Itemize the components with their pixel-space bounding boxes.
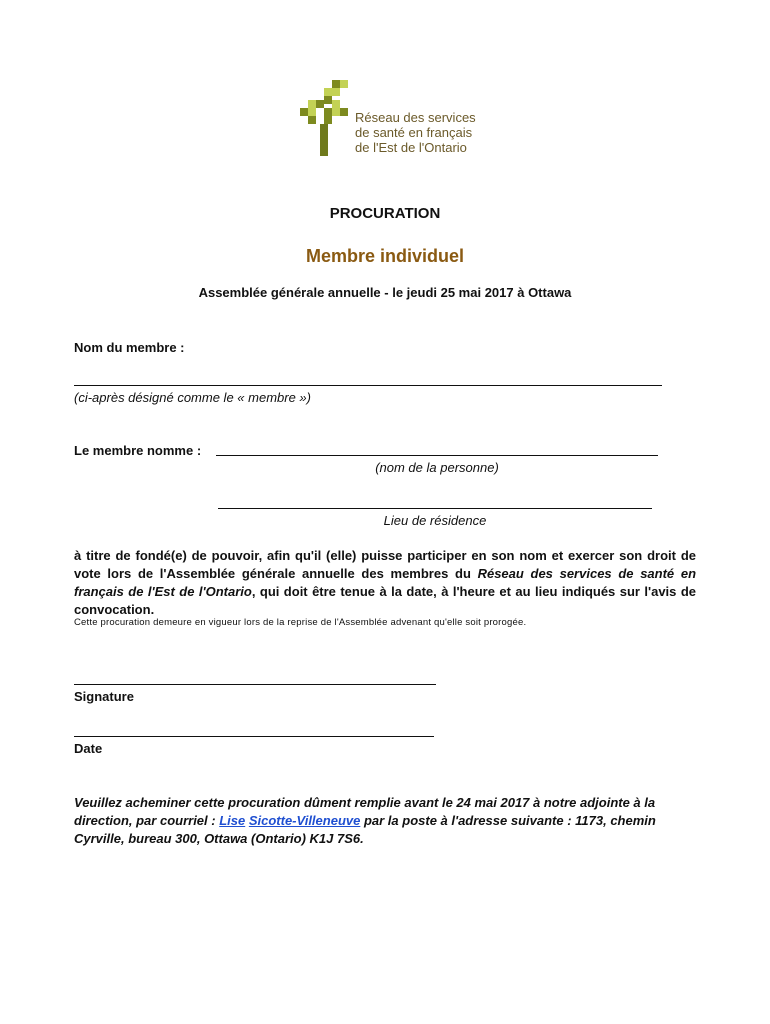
date-field[interactable] [74,736,434,737]
person-name-field[interactable] [216,455,658,456]
person-caption: (nom de la personne) [375,460,499,475]
meeting-info: Assemblée générale annuelle - le jeudi 25 mai 2017 à Ottawa [198,285,572,300]
document-subtitle: Membre individuel [305,246,465,266]
organization-logo [300,80,480,160]
document-title: PROCURATION [329,205,441,222]
signature-field[interactable] [74,684,436,685]
proxy-text-1: à titre de fondé(e) de pouvoir, afin qu'il (elle) puisse participer en son nom et exercer son droit de vote lors de l'Assemblée générale annuelle des membres du [74,548,696,581]
validity-note: Cette procuration demeure en vigueur lors de la reprise de l'Assemblée advenant qu'elle soit prorogée. [74,617,527,628]
email-link-first[interactable]: Lise [219,813,246,828]
residence-field[interactable] [218,508,652,509]
instructions-text-2: par la poste à l'adresse suivante : 1173, chemin Cyrville, bureau 300, Ottawa (Ontario) K1J 7S6. [74,813,656,846]
logo-line-2: de santé en français [355,125,473,140]
signature-label: Signature [74,689,134,704]
member-name-field[interactable] [74,385,662,386]
email-link-last[interactable]: Sicotte-Villeneuve [248,813,361,828]
logo-wordmark [355,110,476,155]
member-caption: (ci-après désigné comme le « membre ») [74,390,311,405]
logo-line-1: Réseau des services [355,110,476,125]
submission-instructions [74,794,698,848]
residence-caption: Lieu de résidence [383,513,487,528]
proxy-paragraph [74,547,696,619]
member-name-label: Nom du membre : [74,340,185,355]
logo-mark-icon [300,80,352,158]
date-label: Date [74,741,103,756]
proxy-org-name: Réseau des services de santé en français de l'Est de l'Ontario [74,566,697,599]
proxy-text-2: , qui doit être tenue à la date, à l'heure et au lieu indiqués sur l'avis de convocation. [74,584,697,617]
instructions-text-1: Veuillez acheminer cette procuration dûment remplie avant le 24 mai 2017 à notre adjointe à la direction, par courriel : [74,795,656,828]
appoints-label: Le membre nomme : [74,443,202,458]
logo-line-3: de l'Est de l'Ontario [355,140,467,155]
